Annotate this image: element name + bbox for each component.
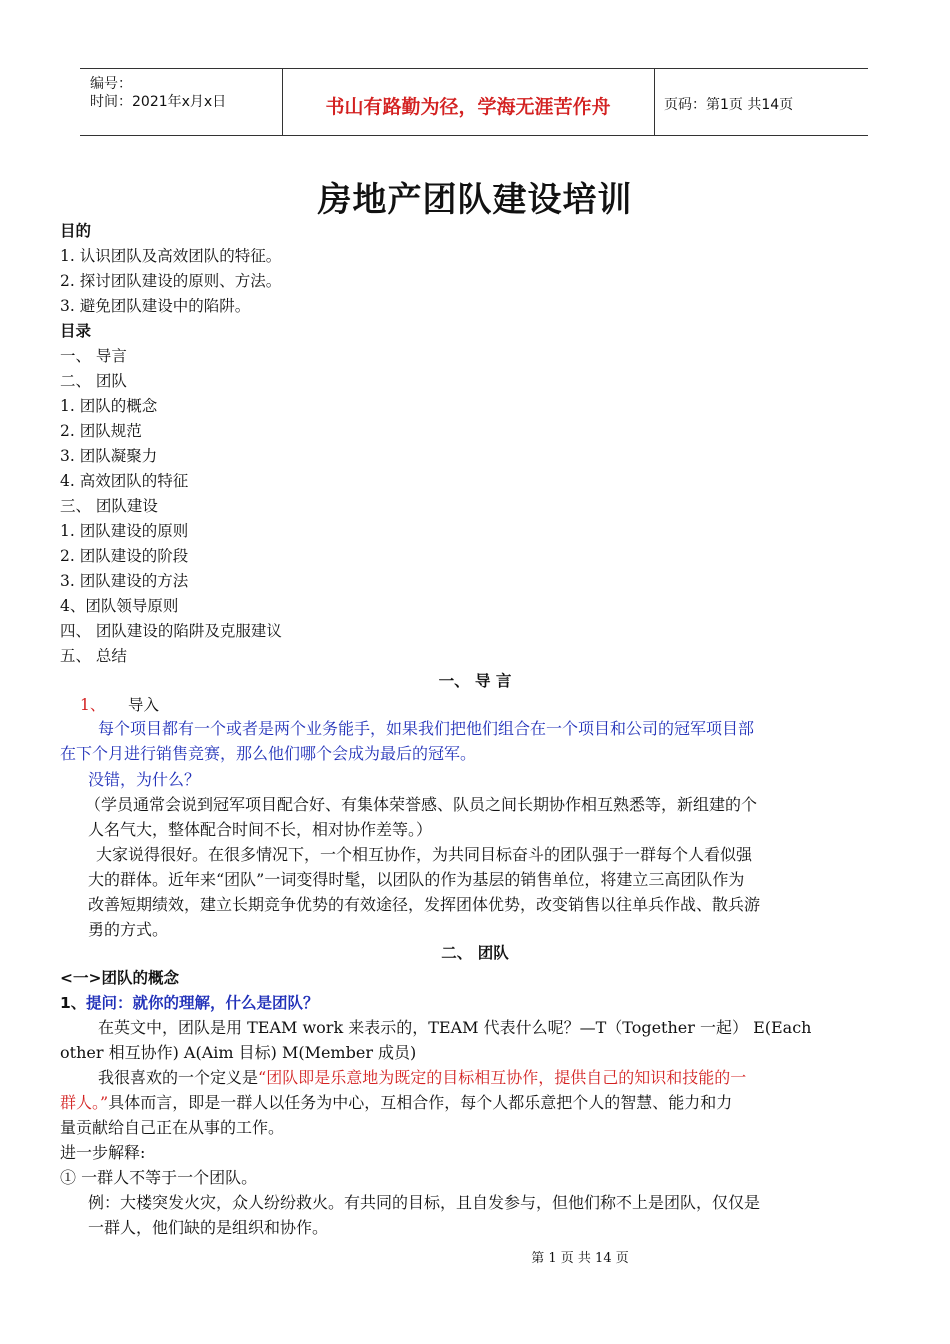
toc-item: 1. 团队的概念 bbox=[60, 397, 158, 415]
toc-heading: 目录 bbox=[60, 322, 92, 340]
header-cell-meta bbox=[80, 69, 283, 135]
toc-item: 四、 团队建设的陷阱及克服建议 bbox=[60, 622, 282, 640]
team-definition-line: other 相互协作) A(Aim 目标) M(Member 成员) bbox=[60, 1043, 417, 1062]
intro-body-line: 大家说得很好。在很多情况下，一个相互协作，为共同目标奋斗的团队强于一群每个人看似强 bbox=[96, 845, 753, 864]
section-heading-team: 二、 团队 bbox=[441, 944, 509, 962]
footer-page-number: 第 1 页 共 14 页 bbox=[531, 1251, 629, 1266]
intro-body-line: 勇的方式。 bbox=[88, 920, 169, 939]
toc-item: 2. 团队建设的阶段 bbox=[60, 547, 189, 565]
section-heading-intro: 一、 导 言 bbox=[438, 672, 512, 690]
page-header-table bbox=[80, 68, 868, 136]
question-number: 1、 bbox=[60, 994, 87, 1012]
intro-answer-line: 人名气大，整体配合时间不长，相对协作差等。） bbox=[88, 820, 433, 839]
subsection-label: 导入 bbox=[128, 696, 160, 714]
header-motto: 书山有路勤为径，学海无涯苦作舟 bbox=[325, 96, 611, 118]
toc-item: 4. 高效团队的特征 bbox=[60, 472, 189, 490]
example-line: 例：大楼突发火灾，众人纷纷救火。有共同的目标，且自发参与，但他们称不上是团队，仅仅是 bbox=[88, 1193, 761, 1212]
toc-item: 三、 团队建设 bbox=[60, 497, 158, 515]
intro-body-line: 改善短期绩效，建立长期竞争优势的有效途径，发挥团体优势，改变销售以往单兵作战、散兵游 bbox=[88, 895, 761, 914]
definition-line bbox=[98, 1065, 746, 1090]
intro-body-line: 大的群体。近年来“团队”一词变得时髦，以团队的作为基层的销售单位，将建立三高团队作为 bbox=[88, 870, 745, 889]
purpose-item: 3. 避免团队建设中的陷阱。 bbox=[60, 297, 251, 315]
toc-item: 3. 团队建设的方法 bbox=[60, 572, 189, 590]
toc-item: 1. 团队建设的原则 bbox=[60, 522, 189, 540]
header-page-info: 页码：第1页 共14页 bbox=[664, 97, 794, 113]
purpose-heading: 目的 bbox=[60, 222, 92, 240]
example-line: 一群人，他们缺的是组织和协作。 bbox=[88, 1218, 329, 1237]
definition-explanation: 具体而言，即是一群人以任务为中心，互相合作，每个人都乐意把个人的智慧、能力和力 bbox=[108, 1093, 733, 1112]
intro-question-line: 每个项目都有一个或者是两个业务能手，如果我们把他们组合在一个项目和公司的冠军项目部 bbox=[98, 719, 755, 738]
definition-line: 量贡献给自己正在从事的工作。 bbox=[60, 1118, 285, 1137]
page-footer bbox=[0, 1247, 950, 1266]
team-definition-line: 在英文中，团队是用 TEAM work 来表示的，TEAM 代表什么呢？—T（Together 一起） E(Each bbox=[98, 1018, 812, 1037]
toc-item: 五、 总结 bbox=[60, 647, 127, 665]
question-text: 提问：就你的理解，什么是团队？ bbox=[86, 994, 319, 1012]
definition-quote: “团队即是乐意地为既定的目标相互协作，提供自己的知识和技能的一 bbox=[258, 1068, 747, 1087]
document-number-label: 编号： bbox=[90, 76, 132, 92]
header-cell-motto bbox=[282, 69, 655, 135]
definition-quote-end: 群人。” bbox=[60, 1093, 109, 1112]
toc-item: 二、 团队 bbox=[60, 372, 127, 390]
intro-answer-line: （学员通常会说到冠军项目配合好、有集体荣誉感、队员之间长期协作相互熟悉等，新组建的个 bbox=[85, 795, 758, 814]
document-date: 时间：2021年x月x日 bbox=[90, 94, 227, 110]
document-title: 房地产团队建设培训 bbox=[317, 180, 633, 220]
definition-line bbox=[60, 1090, 732, 1115]
toc-item: 4、团队领导原则 bbox=[60, 597, 179, 615]
subsection-number: 1、 bbox=[80, 696, 106, 714]
intro-why: 没错，为什么？ bbox=[88, 770, 201, 789]
intro-question-line: 在下个月进行销售竞赛，那么他们哪个会成为最后的冠军。 bbox=[60, 744, 477, 763]
point-item: ① 一群人不等于一个团队。 bbox=[60, 1168, 258, 1187]
definition-intro: 我很喜欢的一个定义是 bbox=[98, 1068, 259, 1087]
subsection-heading: <一>团队的概念 bbox=[60, 969, 179, 987]
further-explanation-label: 进一步解释: bbox=[60, 1143, 146, 1162]
purpose-item: 2. 探讨团队建设的原则、方法。 bbox=[60, 272, 282, 290]
toc-item: 一、 导言 bbox=[60, 347, 127, 365]
header-cell-page bbox=[654, 69, 868, 135]
purpose-item: 1. 认识团队及高效团队的特征。 bbox=[60, 247, 282, 265]
toc-item: 3. 团队凝聚力 bbox=[60, 447, 158, 465]
toc-item: 2. 团队规范 bbox=[60, 422, 142, 440]
